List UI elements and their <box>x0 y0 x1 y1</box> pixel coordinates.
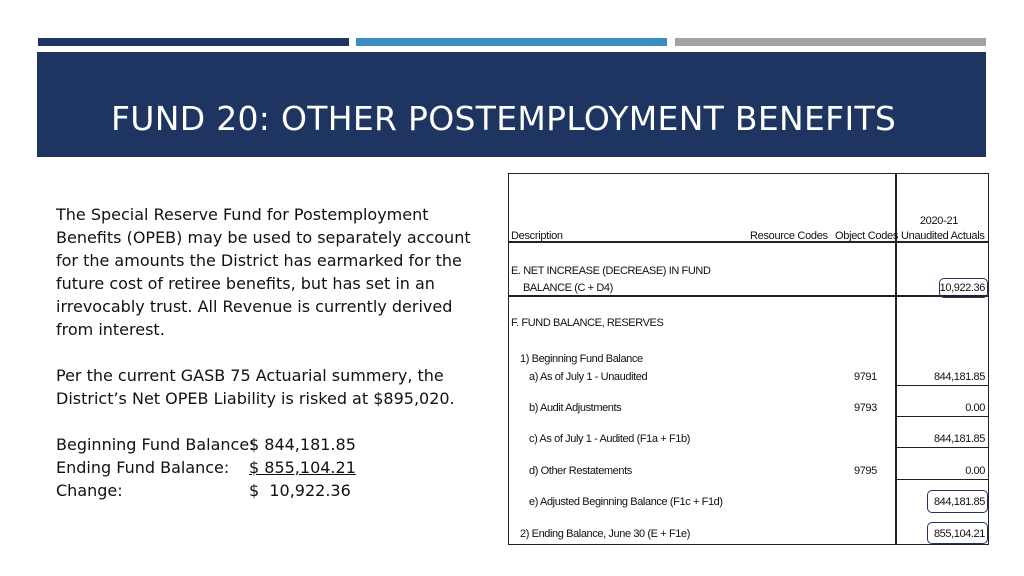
highlight-box <box>927 522 988 544</box>
cell-underline <box>895 385 989 386</box>
accent-bar-navy <box>38 38 349 46</box>
row-object-code: 9793 <box>854 402 877 414</box>
summary-label: Beginning Fund Balance: <box>56 435 255 454</box>
row-value: 0.00 <box>965 465 985 477</box>
row-object-code: 9791 <box>854 371 877 383</box>
accent-bar-blue <box>356 38 667 46</box>
summary-row-beginning <box>56 433 476 456</box>
summary-label: Ending Fund Balance: <box>56 458 230 477</box>
beginning-balance-label: 1) Beginning Fund Balance <box>520 353 643 365</box>
header-year: 2020-21 <box>919 215 959 227</box>
row-label: d) Other Restatements <box>529 465 632 477</box>
header-description: Description <box>511 230 563 242</box>
ending-balance-label: 2) Ending Balance, June 30 (E + F1e) <box>520 528 690 540</box>
row-label: c) As of July 1 - Audited (F1a + F1b) <box>529 433 690 445</box>
row-value: 844,181.85 <box>933 433 985 445</box>
section-divider <box>509 295 988 297</box>
section-f-label: F. FUND BALANCE, RESERVES <box>511 317 664 329</box>
gasb-note: Per the current GASB 75 Actuarial summery, the District’s Net OPEB Liability is risked at $895,020. <box>56 366 455 408</box>
accent-bar-gray <box>675 38 986 46</box>
summary-value: $ 855,104.21 <box>249 458 356 477</box>
opeb-description: The Special Reserve Fund for Postemployment Benefits (OPEB) may be used to separately account for the amounts the District has earmarked for the future cost of retiree benefits, but has set in an irrevocably trust. All Revenue is currently derived from interest. <box>56 205 471 339</box>
row-value: 844,181.85 <box>933 496 985 508</box>
cell-underline <box>895 447 989 448</box>
header-object-codes: Object Codes <box>835 230 899 242</box>
cell-underline <box>895 479 989 480</box>
section-e-value: 10,922.36 <box>939 282 985 294</box>
summary-row-ending <box>56 456 476 479</box>
ending-balance-value: 855,104.21 <box>933 528 985 540</box>
fund-balance-sheet <box>508 173 989 545</box>
section-e-label-cont: BALANCE (C + D4) <box>523 282 613 294</box>
header-actuals: Unaudited Actuals <box>901 230 985 242</box>
row-object-code: 9795 <box>854 465 877 477</box>
body-text <box>56 203 476 502</box>
header-resource-codes: Resource Codes <box>750 230 828 242</box>
row-label: a) As of July 1 - Unaudited <box>529 371 648 383</box>
summary-value: $ 10,922.36 <box>249 481 351 500</box>
cell-underline <box>895 416 989 417</box>
summary-label: Change: <box>56 481 123 500</box>
section-e-label: E. NET INCREASE (DECREASE) IN FUND <box>511 265 711 277</box>
row-label: b) Audit Adjustments <box>529 402 622 414</box>
summary-row-change <box>56 479 476 502</box>
row-label: e) Adjusted Beginning Balance (F1c + F1d) <box>529 496 723 508</box>
title-band <box>37 52 986 157</box>
highlight-box <box>927 490 988 513</box>
summary-value: $ 844,181.85 <box>249 435 356 454</box>
balance-summary <box>56 433 476 502</box>
row-value: 0.00 <box>965 402 985 414</box>
highlight-box <box>939 278 988 298</box>
row-value: 844,181.85 <box>933 371 985 383</box>
slide-title: FUND 20: OTHER POSTEMPLOYMENT BENEFITS <box>111 99 897 138</box>
